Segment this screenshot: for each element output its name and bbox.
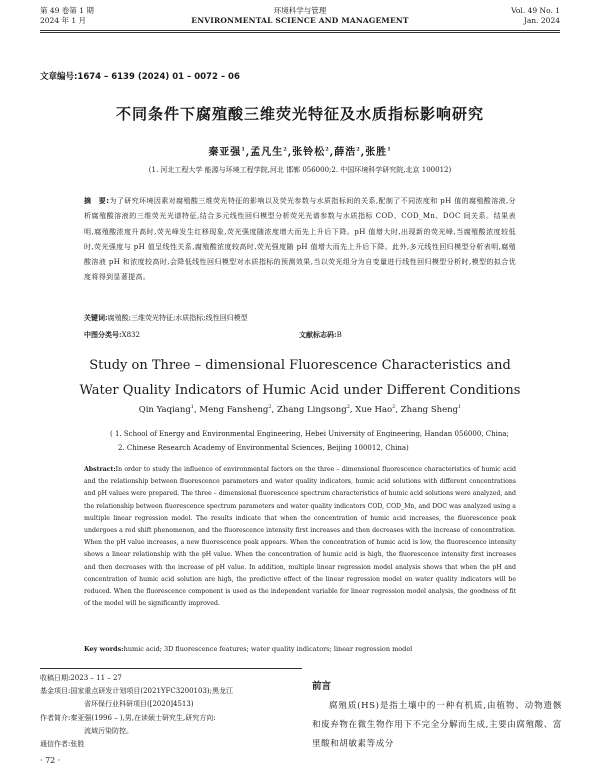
chinese-title: 不同条件下腐殖酸三维荧光特征及水质指标影响研究 [115,105,484,123]
volume-cn: 第 49 卷第 1 期 [40,6,94,15]
document-code [299,330,342,340]
english-title-line-1: Study on Three – dimensional Fluorescence Characteristics and [89,358,511,373]
received-date: 收稿日期:2023 – 11 – 27 [40,674,122,682]
volume-en: Vol. 49 No. 1 [511,6,560,15]
english-authors: Qin Yaqiang$^1$, Meng Fansheng$^2$, Zhang Lingsong$^2$, Xue Hao$^2$, Zhang Sheng$^1$ [138,404,462,415]
english-abstract [84,464,516,610]
cn-author-2-sup: 2 [283,146,288,153]
en-author-2: Meng Fansheng [199,404,269,415]
journal-name-en: ENVIRONMENTAL SCIENCE AND MANAGEMENT [191,16,409,25]
english-keywords [84,645,516,653]
cn-author-5-sup: 1 [387,146,392,153]
chinese-abstract [84,194,516,286]
author-bio-line-1: 作者简介:秦亚强(1996 – ),男,在读硕士研究生,研究方向: [40,713,216,722]
intro-heading: 前言 [312,681,332,692]
en-author-4-sup: 2 [392,404,396,410]
en-author-3-sup: 2 [346,404,350,410]
en-author-1-sup: 1 [190,404,194,410]
page-number: · 72 · [40,756,61,765]
header-center [40,6,560,26]
corresponding-author: 通信作者:张胜 [40,740,85,749]
english-affiliation [110,428,560,455]
journal-name-cn: 环境科学与管理 [273,6,327,15]
intro-paragraph: 腐殖质(HS)是指土壤中的一种有机质,由植物、动物遗骸和废弃物在微生物作用下不完全分解而生成,主要由腐殖酸、富里酸和胡敏素等成分 [312,701,562,749]
cn-keywords-label: 关键词: [84,313,108,322]
cn-author-3: 张铃松 [292,147,326,158]
footnote-rule [40,668,302,669]
cn-author-5: 张胜 [365,147,388,158]
en-author-5: Zhang Sheng [400,404,459,415]
en-author-1: Qin Yaqiang [138,404,191,415]
cn-author-4: 薛浩 [334,147,357,158]
english-affiliation-2: 2. Chinese Research Academy of Environmental Sciences, Beijing 100012, China) [118,443,409,452]
en-keywords-label: Key words: [84,645,124,653]
author-bio-line-2: 流域污染防控。 [84,726,133,735]
chinese-authors: 秦亚强$^1$,孟凡生$^2$,张铃松$^2$,薛浩$^2$,张胜$^1$ [208,146,392,158]
en-abstract-label: Abstract: [84,466,116,473]
en-author-3: Zhang Lingsong [276,404,347,415]
running-header [40,6,560,32]
class-label: 中图分类号: [84,330,122,339]
cn-author-1-sup: 1 [241,146,246,153]
classification-line [84,330,516,340]
header-rule [40,30,560,33]
chinese-affiliation: (1. 河北工程大学 能源与环境工程学院,河北 邯郸 056000;2. 中国环境科学研究院,北京 100012) [148,166,452,174]
article-number: 文章编号:1674 – 6139 (2024) 01 – 0072 – 06 [40,72,240,82]
en-abstract-text: In order to study the influence of environmental factors on the three – dimensional fluorescence characteristics of humic acid and the relationship between fluorescence parameters and water quality indicators, humic acid solutions with different concentrations and pH values were prepared. The three – dimensional fluorescence spectrum characteristics of humic acid solutions were analyzed, and the relationship between fluorescence spectrum parameters and water quality indicators COD, COD_Mn, and DOC was analyzed using a multiple linear regression model. The results indicate that when the concentration of humic acid increases, the fluorescence peak undergoes a red shift phenomenon, and the fluorescence intensity first increases and then decreases with the increase of concentration. When the pH value increases, a new fluorescence peak appears. When the concentration of humic acid is low, the fluorescence intensity shows a linear relationship with the pH value. When the concentration of humic acid is high, the fluorescence intensity first increases and then decreases with the increase of pH value. In addition, multiple linear regression model analysis shows that when the pH and concentration of humic acid solution are high, the predictive effect of the linear regression model on water quality indicators will be reduced. When the fluorescence component is used as the independent variable for linear regression model analysis, the goodness of fit of the model will be significantly improved. [84,466,516,608]
header-right [511,6,560,26]
fund-line-1: 基金项目:国家重点研发计划项目(2021YFC3200103);黑龙江 [40,687,234,696]
date-cn: 2024 年 1 月 [40,16,87,25]
english-title-line-2: Water Quality Indicators of Humic Acid under Different Conditions [79,383,521,398]
en-author-4: Xue Hao [355,404,393,415]
cn-keywords-text: 腐殖酸;三维荧光特征;水质指标;线性回归模型 [107,314,248,322]
doc-code-value: B [336,331,342,339]
cn-author-3-sup: 2 [325,146,330,153]
fund-line-2: 省环保行业科研项目([2020]4513) [84,700,194,709]
en-author-5-sup: 1 [458,404,462,410]
english-title [40,353,560,403]
chinese-keywords [84,313,516,323]
footnotes [40,672,302,751]
date-en: Jan. 2024 [523,16,560,25]
english-affiliation-1: ( 1. School of Energy and Environmental Engineering, Hebei University of Engineering, Handan 056000, China; [110,430,509,438]
cn-abstract-label: 摘 要: [84,197,110,205]
en-keywords-text: humic acid; 3D fluorescence features; water quality indicators; linear regression model [123,645,413,653]
cn-abstract-text: 为了研究环境因素对腐殖酸三维荧光特征的影响以及荧光参数与水质指标间的关系,配制了不同浓度和 pH 值的腐殖酸溶液,分析腐殖酸溶液的三维荧光光谱特征,结合多元线性回归模型分析荧光光谱参数与水质指标 COD、COD_Mn、DOC 间关系。结果表明,腐殖酸浓度升高时,荧光峰发生红移现象,荧光强度随浓度增大而先上升后下降。pH 值增大时,出现新的荧光峰,当腐殖酸浓度较低时,荧光强度与 pH 值呈线性关系,腐殖酸浓度较高时,荧光强度随 pH 值增大而先上升后下降。此外,多元线性回归模型分析表明,腐殖酸溶液 pH 和浓度较高时,会降低线性回归模型对水质指标的预测效果,当以荧光组分为自变量进行线性回归模型分析时,模型的拟合优度将得到显著提高。 [84,197,516,282]
cn-author-2: 孟凡生 [250,147,284,158]
class-number: X832 [121,331,140,339]
doc-code-label: 文献标志码: [299,330,337,339]
cn-author-4-sup: 2 [356,146,361,153]
en-author-2-sup: 2 [268,404,272,410]
cn-author-1: 秦亚强 [208,147,242,158]
